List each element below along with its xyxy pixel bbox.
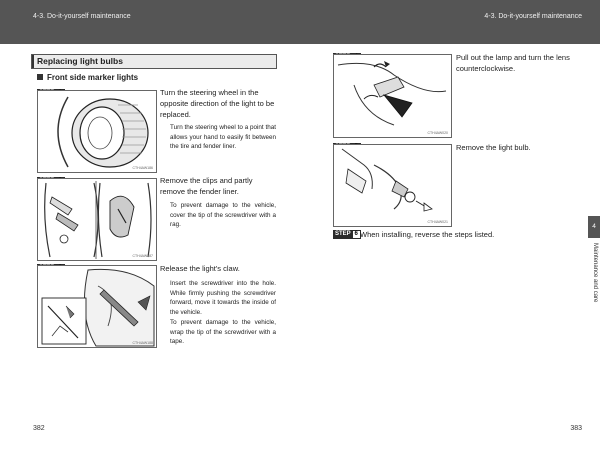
- step-3-note-1: Insert the screwdriver into the hole. While firmly pushing the screwdriver forward, move it towards the inside of the vehicle.: [170, 280, 276, 316]
- header-right-title: 4-3. Do-it-yourself maintenance: [484, 13, 582, 20]
- step-3-illustration: [37, 265, 157, 348]
- step-2-figure-code: CTH4AW187: [132, 254, 153, 258]
- step-3-text: Release the light's claw.: [160, 264, 240, 273]
- page-number-left: 382: [33, 425, 45, 432]
- step-6-text: When installing, reverse the steps listed.: [360, 230, 495, 239]
- step-3-figure-code: CTH4AW188: [132, 341, 153, 345]
- subheading: [37, 73, 138, 82]
- step-3-note-2: To prevent damage to the vehicle, wrap the tip of the screwdriver with a tape.: [170, 319, 276, 345]
- header-bar: [0, 0, 600, 44]
- section-title: Replacing light bulbs: [37, 56, 123, 66]
- step-4-illustration: [333, 54, 452, 138]
- section-title-marker: [32, 55, 34, 68]
- step-1-text: Turn the steering wheel in the opposite direction of the light to be replaced.: [160, 88, 275, 119]
- step-5-text: Remove the light bulb.: [456, 143, 531, 152]
- square-bullet-icon: [37, 74, 43, 80]
- chapter-tab[interactable]: 4: [588, 216, 600, 238]
- header-left-title: 4-3. Do-it-yourself maintenance: [33, 13, 131, 20]
- step-1-note: Turn the steering wheel to a point that allows your hand to easily fit between the tire and fender liner.: [170, 124, 276, 150]
- step-6-badge: STEP 6: [333, 230, 361, 239]
- step-2-text: Remove the clips and partly remove the fender liner.: [160, 176, 253, 196]
- step-4-text: Pull out the lamp and turn the lens counterclockwise.: [456, 53, 570, 73]
- subheading-text: Front side marker lights: [47, 73, 139, 82]
- chapter-label: Maintenance and care: [592, 243, 598, 303]
- step-2-illustration: [37, 178, 157, 261]
- section-title-box: [31, 54, 277, 69]
- step-4-figure-code: CTH4AW020: [427, 131, 448, 135]
- step-1-illustration: [37, 90, 157, 173]
- step-5-figure-code: CTH4AW021: [427, 220, 448, 224]
- step-2-note: To prevent damage to the vehicle, cover the tip of the screwdriver with a rag.: [170, 202, 276, 228]
- page-number-right: 383: [570, 425, 582, 432]
- step-5-illustration: [333, 144, 452, 227]
- step-1-figure-code: CTH4AW186: [132, 166, 153, 170]
